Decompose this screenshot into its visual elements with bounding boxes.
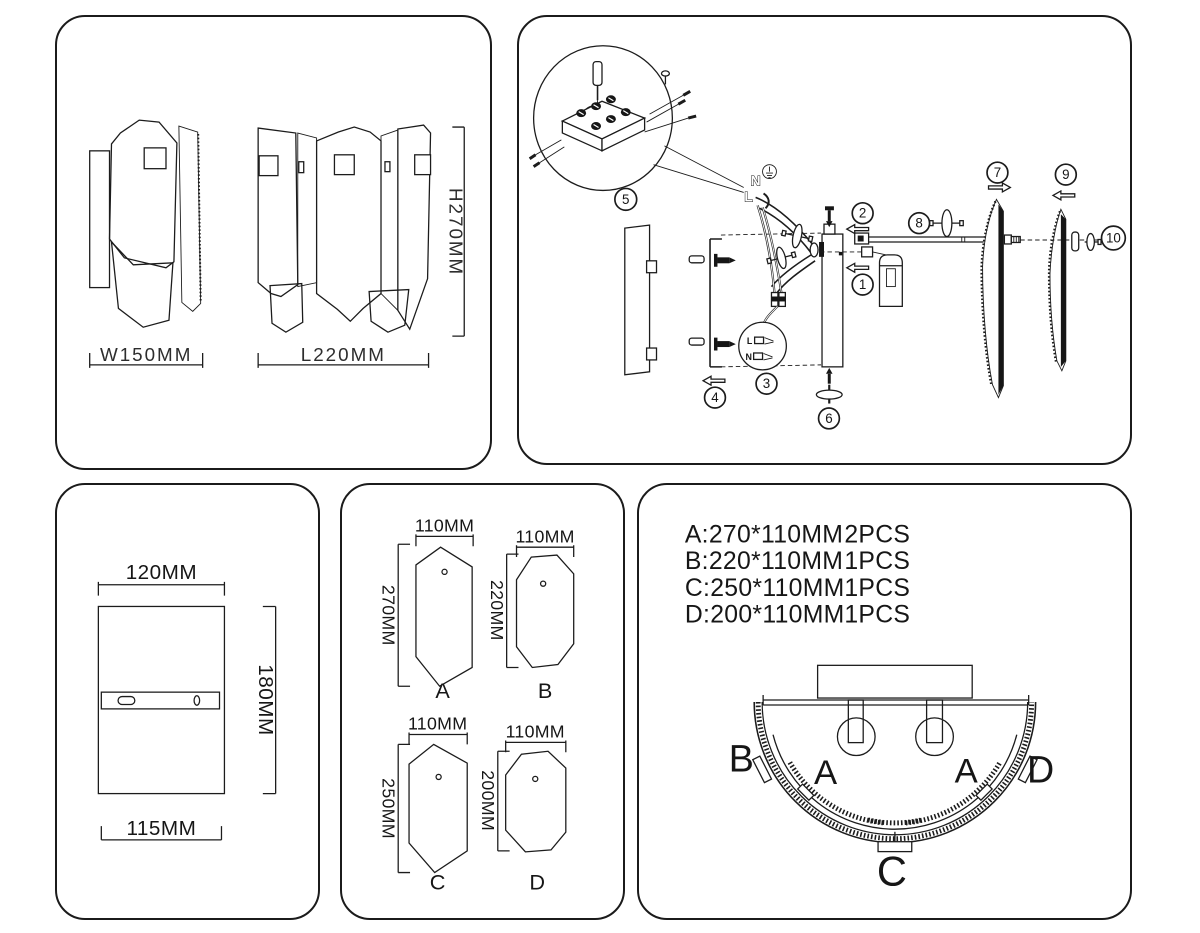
bulb-socket xyxy=(880,255,903,307)
parts-row-qty: 1PCS xyxy=(844,601,911,629)
parts-row-spec: D:200*110MM xyxy=(684,601,845,629)
position-label-c: C xyxy=(876,847,907,895)
width-dimension-label: W150MM xyxy=(99,343,193,365)
ground-symbol-icon xyxy=(763,165,777,179)
svg-text:9: 9 xyxy=(1062,167,1070,183)
lamp-side-view xyxy=(90,120,201,327)
crystal-b-label: B xyxy=(537,678,553,704)
backplate-drawing xyxy=(57,485,318,918)
callout-4 xyxy=(705,387,726,408)
screw-hole xyxy=(194,696,200,705)
parts-list-drawing xyxy=(639,485,1130,918)
callout-2 xyxy=(852,203,873,224)
lamp-column xyxy=(816,206,842,429)
arrow-left-icon xyxy=(847,225,869,234)
wire-label-n: N xyxy=(750,172,761,189)
callout-4-group xyxy=(703,376,725,408)
rod-threaded-tip xyxy=(1004,235,1020,244)
end-finial xyxy=(1072,226,1126,251)
side-dimension xyxy=(254,606,277,793)
wire-connectors xyxy=(771,293,785,307)
crystal-b-width: 110MM xyxy=(515,526,575,547)
svg-text:6: 6 xyxy=(825,410,833,426)
parts-row-qty: 1PCS xyxy=(844,574,911,602)
crystal-b xyxy=(487,526,575,703)
length-dimension xyxy=(258,344,428,368)
position-label-b: B xyxy=(728,737,754,780)
height-dimension-label: H270MM xyxy=(445,187,467,277)
threaded-rod xyxy=(820,233,984,257)
svg-text:5: 5 xyxy=(622,191,630,207)
panel-dimension-views xyxy=(55,15,492,470)
callout-1-group xyxy=(847,263,873,295)
top-dimension-label: 120MM xyxy=(125,560,198,584)
crystal-a-height: 270MM xyxy=(378,584,399,646)
svg-text:3: 3 xyxy=(762,376,771,392)
crystal-pieces-drawing xyxy=(342,485,623,918)
position-label-a-left: A xyxy=(813,754,838,793)
callout-5 xyxy=(615,188,637,210)
crystal-panel-7 xyxy=(982,162,1011,397)
arrow-left-icon xyxy=(703,376,725,385)
crystal-a xyxy=(378,515,474,703)
panel-backplate xyxy=(55,483,320,920)
top-view-diagram xyxy=(729,665,1054,894)
panel-parts-list xyxy=(637,483,1132,920)
arm-column-joint xyxy=(810,243,818,257)
bottom-dimension xyxy=(101,817,221,840)
clip-a-left xyxy=(798,784,814,800)
panel-assembly-diagram xyxy=(517,15,1132,465)
crystal-d-label: D xyxy=(529,869,546,895)
parts-row-qty: 1PCS xyxy=(844,548,911,576)
lamp-front-view xyxy=(258,125,430,332)
detail-label-n: N xyxy=(745,351,752,362)
length-dimension-label: L220MM xyxy=(300,343,386,365)
arrow-right-icon xyxy=(989,183,1011,192)
callout-8 xyxy=(909,213,930,234)
svg-text:7: 7 xyxy=(993,165,1002,181)
column-screw-bottom xyxy=(816,368,842,404)
crystal-b-height: 220MM xyxy=(486,579,507,641)
arrow-left-icon xyxy=(1053,191,1075,200)
crystal-c-width: 110MM xyxy=(407,713,468,734)
callout-10 xyxy=(1102,226,1126,250)
parts-row-spec: A:270*110MM xyxy=(684,521,844,549)
assembly-drawing xyxy=(519,17,1130,463)
width-dimension xyxy=(90,344,203,368)
svg-text:10: 10 xyxy=(1105,230,1121,246)
crystal-a-width: 110MM xyxy=(414,515,475,536)
parts-list xyxy=(685,521,910,628)
connector-detail-bubble xyxy=(739,322,787,394)
height-dimension xyxy=(445,127,466,336)
svg-text:8: 8 xyxy=(915,215,923,231)
top-dimension xyxy=(98,561,224,596)
callout-1 xyxy=(852,274,873,295)
callout-3 xyxy=(756,373,777,394)
dimension-views-drawing xyxy=(57,17,490,468)
svg-text:1: 1 xyxy=(858,277,867,293)
crystal-d-height: 200MM xyxy=(478,770,499,831)
crystal-a-label: A xyxy=(435,678,450,704)
socket-left xyxy=(837,700,875,755)
arrow-left-icon xyxy=(847,263,869,272)
mounting-bar xyxy=(101,692,219,709)
socket-right xyxy=(916,700,954,755)
slot-hole xyxy=(118,697,135,705)
parts-row-spec: B:220*110MM xyxy=(684,548,844,576)
position-label-d: D xyxy=(1026,748,1055,791)
callout-7 xyxy=(987,162,1008,183)
crystal-c-height: 250MM xyxy=(378,778,399,839)
svg-text:2: 2 xyxy=(858,205,867,221)
crystal-panel-9 xyxy=(1049,164,1076,371)
bracket-arm xyxy=(744,165,818,325)
crystal-c xyxy=(378,714,467,895)
bottom-dimension-label: 115MM xyxy=(126,816,197,840)
side-dimension-label: 180MM xyxy=(253,664,277,736)
finial-nut xyxy=(909,210,964,237)
crystal-c-label: C xyxy=(429,869,446,895)
position-label-a-right: A xyxy=(954,752,978,791)
wiring-detail-bubble xyxy=(530,46,744,211)
clip-a-right xyxy=(976,784,992,800)
crystal-d-width: 110MM xyxy=(505,721,565,742)
callout-6 xyxy=(819,408,840,429)
crystal-d xyxy=(478,721,566,894)
callout-2-group xyxy=(847,203,873,234)
wire-label-l: L xyxy=(744,188,753,205)
parts-row-qty: 2PCS xyxy=(844,521,911,549)
svg-text:4: 4 xyxy=(711,390,719,406)
wall-anchors xyxy=(689,256,704,345)
callout-9 xyxy=(1055,164,1076,185)
parts-row-spec: C:250*110MM xyxy=(684,574,845,602)
detail-label-l: L xyxy=(746,336,753,347)
panel-crystal-pieces xyxy=(340,483,625,920)
mounting-screws xyxy=(714,254,736,351)
wall-section xyxy=(625,225,657,375)
